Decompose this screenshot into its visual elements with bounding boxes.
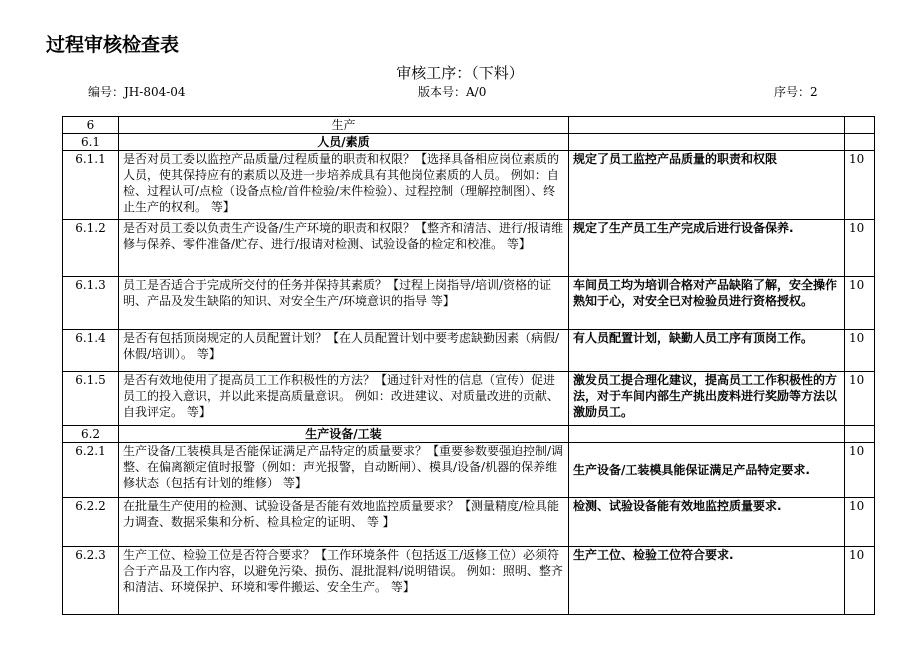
table-row — [63, 372, 875, 426]
version-number: 版本号：A/0 — [418, 85, 487, 99]
item-number: 6.2.3 — [63, 547, 119, 615]
section-name: 生产 — [119, 117, 569, 134]
item-result: 车间员工均为培训合格对产品缺陷了解，安全操作熟知于心，对安全已对检验员进行资格授权。 — [569, 277, 845, 330]
audit-process-title: 审核工序：（下料） — [396, 64, 524, 82]
document-title: 过程审核检查表 — [46, 34, 180, 56]
table-row — [63, 277, 875, 330]
table-row — [63, 547, 875, 615]
group-number: 6.2 — [63, 426, 119, 443]
table-row — [63, 220, 875, 277]
group-name: 生产设备/工装 — [119, 426, 569, 443]
item-result: 激发员工提合理化建议，提高员工工作积极性的方法，对于车间内部生产挑出废料进行奖励等方法以激励员工。 — [569, 372, 845, 426]
item-number: 6.1.3 — [63, 277, 119, 330]
item-number: 6.2.1 — [63, 443, 119, 498]
item-result: 检测、试验设备能有效地监控质量要求. — [569, 498, 845, 547]
item-score: 10 — [845, 330, 875, 372]
item-requirement: 生产设备/工装模具是否能保证满足产品特定的质量要求？【重要参数要强迫控制/调整、在偏离额定值时报警（例如：声光报警，自动断闸）、模具/设备/机器的保养维修状态（包括有计划的维修） 等】 — [119, 443, 569, 498]
section-number: 6 — [63, 117, 119, 134]
table-row — [63, 443, 875, 498]
item-requirement: 生产工位、检验工位是否符合要求？【工作环境条件（包括返工/返修工位）必须符合于产品及工作内容，以避免污染、损伤、混批混料/说明错误。 例如：照明、整齐和清洁、环境保护、环境和零件搬运、安全生产。 等】 — [119, 547, 569, 615]
item-requirement: 是否有效地使用了提高员工工作积极性的方法？【通过针对性的信息（宣传）促进员工的投入意识，并以此来提高质量意识。 例如：改进建议、对质量改进的贡献、自我评定。 等】 — [119, 372, 569, 426]
item-score: 10 — [845, 277, 875, 330]
group-name: 人员/素质 — [119, 134, 569, 151]
item-requirement: 是否对员工委以监控产品质量/过程质量的职责和权限？【选择具备相应岗位素质的人员，使其保持应有的素质以及进一步培养成具有其他岗位素质的人员。 例如：自检、过程认可/点检（设备点检/首件检验/末件检验）、过程控制（理解控制图）、终止生产的权利。 等】 — [119, 151, 569, 220]
group-number: 6.1 — [63, 134, 119, 151]
item-number: 6.1.1 — [63, 151, 119, 220]
item-requirement: 员工是否适合于完成所交付的任务并保持其素质？【过程上岗指导/培训/资格的证明、产品及发生缺陷的知识、对安全生产/环境意识的指导 等】 — [119, 277, 569, 330]
item-result: 有人员配置计划，缺勤人员工序有顶岗工作。 — [569, 330, 845, 372]
item-requirement: 在批量生产使用的检测、试验设备是否能有效地监控质量要求？【测量精度/检具能力调查、数据采集和分析、检具检定的证明、 等 】 — [119, 498, 569, 547]
audit-checklist-table — [62, 116, 875, 615]
group-row — [63, 426, 875, 443]
table-row — [63, 330, 875, 372]
item-number: 6.1.2 — [63, 220, 119, 277]
item-number: 6.1.5 — [63, 372, 119, 426]
item-score: 10 — [845, 547, 875, 615]
group-row — [63, 134, 875, 151]
table-row — [63, 498, 875, 547]
item-score: 10 — [845, 372, 875, 426]
item-result: 规定了员工监控产品质量的职责和权限 — [569, 151, 845, 220]
item-score: 10 — [845, 220, 875, 277]
section-row — [63, 117, 875, 134]
item-number: 6.2.2 — [63, 498, 119, 547]
item-requirement: 是否有包括顶岗规定的人员配置计划？【在人员配置计划中要考虑缺勤因素（病假/休假/培训）。 等】 — [119, 330, 569, 372]
item-score: 10 — [845, 498, 875, 547]
item-result: 规定了生产员工生产完成后进行设备保养. — [569, 220, 845, 277]
sequence-number: 序号：2 — [774, 85, 818, 99]
item-result: 生产设备/工装模具能保证满足产品特定要求. — [569, 443, 845, 498]
item-score: 10 — [845, 151, 875, 220]
document-number: 编号：JH-804-04 — [88, 85, 186, 99]
item-number: 6.1.4 — [63, 330, 119, 372]
item-score: 10 — [845, 443, 875, 498]
item-result: 生产工位、检验工位符合要求. — [569, 547, 845, 615]
table-row — [63, 151, 875, 220]
item-requirement: 是否对员工委以负责生产设备/生产环境的职责和权限？【整齐和清洁、进行/报请维修与保养、零件准备/贮存、进行/报请对检测、试验设备的检定和校准。 等】 — [119, 220, 569, 277]
